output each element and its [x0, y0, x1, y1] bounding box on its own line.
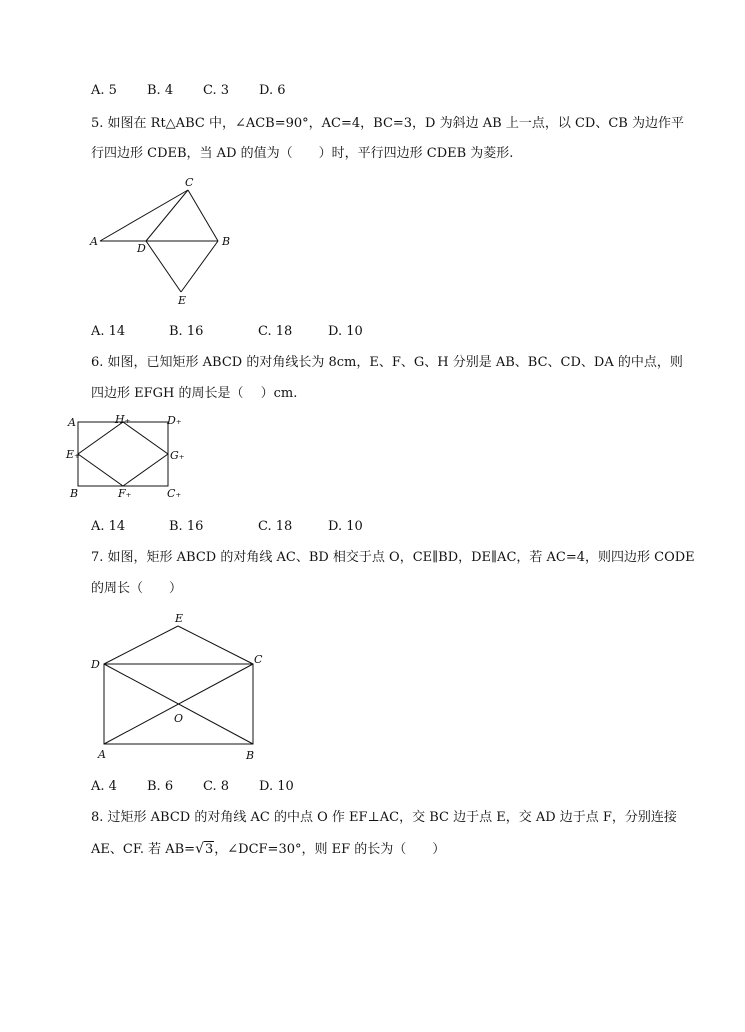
q7-label-o: O	[174, 712, 184, 725]
q7-label-c: C	[254, 653, 263, 666]
q7-option-d: D. 10	[259, 779, 294, 794]
q6-label-h: H₊	[115, 413, 131, 426]
q8-text-post: ，∠DCF=30°，则 EF 的长为（ ）	[214, 842, 446, 857]
q7-option-c: C. 8	[203, 779, 230, 794]
q7-label-b: B	[246, 749, 255, 762]
q6-option-a: A. 14	[91, 519, 126, 534]
q7-label-e: E	[175, 612, 184, 625]
q5-options	[91, 323, 363, 341]
q5-label-e: E	[178, 294, 187, 307]
q7-label-d: D	[91, 658, 100, 671]
q5-option-c: C. 18	[258, 324, 293, 339]
q4-option-b: B. 4	[147, 83, 174, 98]
q6-text-line2: 四边形 EFGH 的周长是（ ）cm.	[91, 386, 298, 401]
q5-label-c: C	[185, 176, 194, 189]
q6-rectangle-abcd	[78, 422, 168, 486]
q7-option-a: A. 4	[91, 779, 117, 794]
q6-label-d: D₊	[167, 414, 182, 427]
q6-label-b: B	[70, 487, 79, 500]
q5-label-b: B	[222, 235, 231, 248]
q5-segment-cd	[146, 190, 188, 241]
q4-options	[91, 82, 286, 100]
q7-text-line1: 7. 如图，矩形 ABCD 的对角线 AC、BD 相交于点 O，CE∥BD，DE∥AC，若 AC=4，则四边形 CODE	[91, 550, 695, 565]
q7-option-b: B. 6	[147, 779, 174, 794]
q6-figure	[66, 410, 196, 505]
q8-text-line2	[91, 840, 445, 859]
q4-option-c: C. 3	[203, 83, 230, 98]
q5-label-a: A	[90, 235, 98, 248]
q7-options	[91, 778, 294, 796]
sqrt-symbol: √	[195, 841, 204, 857]
q5-segment-de	[146, 241, 181, 292]
q5-option-d: D. 10	[328, 324, 363, 339]
q6-quadrilateral-efgh	[78, 422, 168, 486]
q6-options	[91, 518, 363, 536]
q6-label-a: A	[68, 416, 76, 429]
q5-figure	[88, 175, 248, 310]
q5-segment-eb	[181, 241, 218, 292]
q5-text-line2: 行四边形 CDEB，当 AD 的值为（ ）时，平行四边形 CDEB 为菱形.	[91, 146, 514, 161]
q5-text-line1: 5. 如图在 Rt△ABC 中，∠ACB=90°，AC=4，BC=3，D 为斜边 AB 上一点，以 CD、CB 为边作平	[91, 116, 684, 131]
q8-sqrt-radicand: 3	[204, 842, 214, 857]
q4-option-d: D. 6	[259, 83, 286, 98]
q7-text-line2: 的周长（ ）	[91, 581, 183, 596]
q6-label-g: G₊	[170, 449, 185, 462]
q8-text-line1: 8. 过矩形 ABCD 的对角线 AC 的中点 O 作 EF⊥AC，交 BC 边于点 E，交 AD 边于点 F，分别连接	[91, 810, 677, 825]
q6-option-b: B. 16	[169, 519, 204, 534]
q8-text-pre: AE、CF. 若 AB=	[91, 842, 196, 857]
q5-option-a: A. 14	[91, 324, 126, 339]
q4-option-a: A. 5	[91, 83, 117, 98]
q7-figure	[88, 608, 278, 768]
q7-label-a: A	[98, 748, 106, 761]
q5-segment-ac	[100, 190, 188, 241]
q5-option-b: B. 16	[169, 324, 204, 339]
q6-text-line1: 6. 如图，已知矩形 ABCD 的对角线长为 8cm，E、F、G、H 分别是 AB、BC、CD、DA 的中点，则	[91, 355, 683, 370]
q6-label-e: E₊	[66, 448, 80, 461]
q7-segment-de	[104, 626, 178, 664]
q6-label-f: F₊	[118, 487, 132, 500]
q7-segment-ce	[178, 626, 253, 664]
q5-segment-cb	[188, 190, 218, 241]
q6-option-d: D. 10	[328, 519, 363, 534]
q5-label-d: D	[137, 242, 146, 255]
q6-option-c: C. 18	[258, 519, 293, 534]
q6-label-c: C₊	[167, 487, 182, 500]
